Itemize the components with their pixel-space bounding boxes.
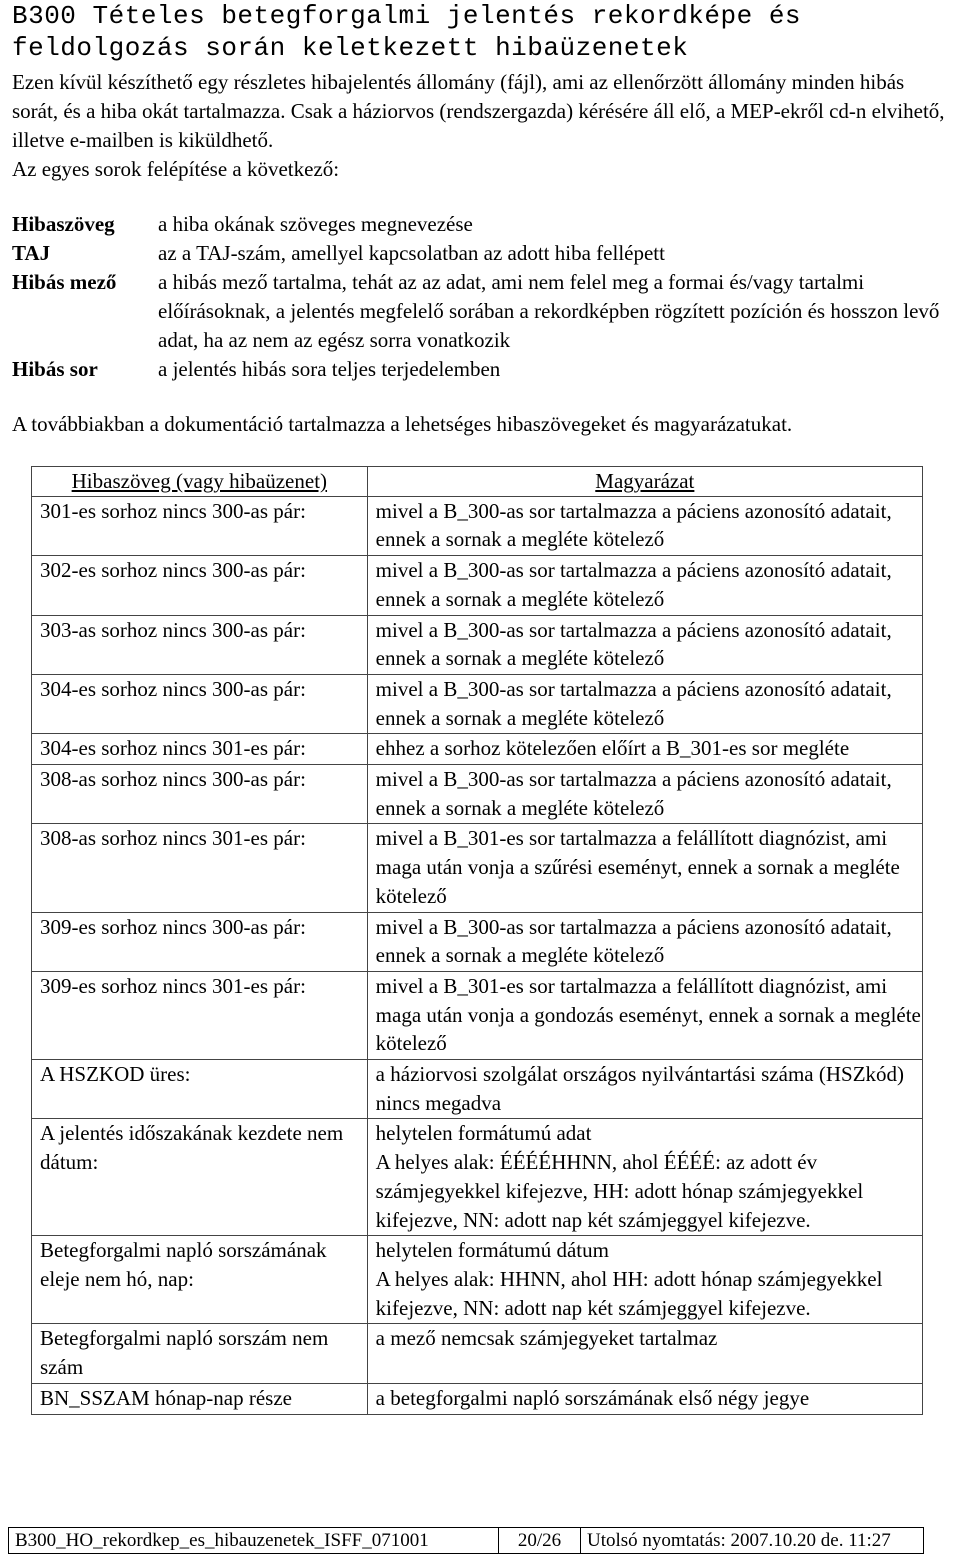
footer-page-number: 20/26 [499, 1528, 581, 1553]
explanation-cell: a háziorvosi szolgálat országos nyilvántartási száma (HSZkód) nincs megadva [367, 1060, 922, 1119]
table-row [32, 1060, 923, 1119]
structure-line: Az egyes sorok felépítése a következő: [12, 157, 340, 181]
definition-term: Hibás sor [12, 357, 98, 381]
error-text-cell: 309-es sorhoz nincs 301-es pár: [32, 971, 368, 1059]
explanation-cell: mivel a B_300-as sor tartalmazza a páciens azonosító adatait, ennek a sornak a megléte kötelező [367, 765, 922, 824]
explanation-cell: mivel a B_300-as sor tartalmazza a páciens azonosító adatait, ennek a sornak a megléte kötelező [367, 496, 922, 555]
table-row [32, 765, 923, 824]
table-row [32, 1119, 923, 1236]
footer-document-name: B300_HO_rekordkep_es_hibauzenetek_ISFF_071001 [9, 1528, 499, 1553]
explanation-cell: a mező nemcsak számjegyeket tartalmaz [367, 1324, 922, 1383]
table-row [32, 615, 923, 674]
error-text-cell: 301-es sorhoz nincs 300-as pár: [32, 496, 368, 555]
page-title: B300 Tételes betegforgalmi jelentés rekordképe és feldolgozás során keletkezett hibaüzenetek [12, 1, 802, 63]
definition-item [12, 268, 948, 355]
definition-desc: a hibás mező tartalma, tehát az az adat, ami nem felel meg a formai és/vagy tartalmi előírásoknak, a jelentés megfelelő sorában a rekordképben rögzített pozíción és hosszon levő adat, ha az nem az egész sorra vonatkozik [158, 270, 940, 352]
definition-term: Hibás mező [12, 270, 117, 294]
error-text-cell: BN_SSZAM hónap-nap része [32, 1383, 368, 1414]
error-text-cell: 304-es sorhoz nincs 301-es pár: [32, 734, 368, 765]
definition-item [12, 239, 948, 268]
explanation-cell: mivel a B_300-as sor tartalmazza a páciens azonosító adatait, ennek a sornak a megléte kötelező [367, 674, 922, 733]
definition-item [12, 210, 948, 239]
header-explanation: Magyarázat [367, 467, 922, 497]
error-text-cell: 309-es sorhoz nincs 300-as pár: [32, 912, 368, 971]
table-row [32, 971, 923, 1059]
error-text-cell: 308-as sorhoz nincs 300-as pár: [32, 765, 368, 824]
table-body [32, 496, 923, 1414]
explanation-cell: mivel a B_301-es sor tartalmazza a felállított diagnózist, ami maga után vonja a gondozás eseményt, ennek a sornak a megléte kötelező [367, 971, 922, 1059]
table-intro-text: A továbbiakban a dokumentáció tartalmazza a lehetséges hibaszövegeket és magyarázatukat. [12, 412, 793, 436]
error-text-cell: Betegforgalmi napló sorszám nem szám [32, 1324, 368, 1383]
error-text-cell: 303-as sorhoz nincs 300-as pár: [32, 615, 368, 674]
table-row [32, 556, 923, 615]
table-row [32, 912, 923, 971]
page-footer [8, 1527, 924, 1554]
error-text-cell: A HSZKOD üres: [32, 1060, 368, 1119]
definition-term: Hibaszöveg [12, 212, 115, 236]
error-message-table [31, 466, 923, 1415]
header-error-text: Hibaszöveg (vagy hibaüzenet) [32, 467, 368, 497]
footer-print-date: Utolsó nyomtatás: 2007.10.20 de. 11:27 [587, 1530, 891, 1551]
explanation-cell: helytelen formátumú adat A helyes alak: ÉÉÉÉHHNN, ahol ÉÉÉÉ: az adott év számjegyekkel kifejezve, HH: adott hónap számjegyekkel kifejezve, NN: adott nap két számjeggyel kifejezve. [367, 1119, 922, 1236]
table-row [32, 1383, 923, 1414]
definition-desc: a hiba okának szöveges megnevezése [158, 212, 473, 236]
intro-paragraph: Ezen kívül készíthető egy részletes hibajelentés állomány (fájl), ami az ellenőrzött állomány minden hibás sorát, és a hiba okát tartalmazza. Csak a háziorvos (rendszergazda) kérésére áll elő, a MEP-ekről cd-n elvihető, illetve e-mailben is kiküldhető. [12, 70, 945, 152]
table-row [32, 1324, 923, 1383]
explanation-cell: mivel a B_300-as sor tartalmazza a páciens azonosító adatait, ennek a sornak a megléte kötelező [367, 615, 922, 674]
explanation-cell: mivel a B_300-as sor tartalmazza a páciens azonosító adatait, ennek a sornak a megléte kötelező [367, 912, 922, 971]
error-text-cell: 308-as sorhoz nincs 301-es pár: [32, 824, 368, 912]
error-text-cell: 302-es sorhoz nincs 300-as pár: [32, 556, 368, 615]
definition-item [12, 355, 948, 384]
explanation-cell: mivel a B_300-as sor tartalmazza a páciens azonosító adatait, ennek a sornak a megléte kötelező [367, 556, 922, 615]
definition-term: TAJ [12, 241, 51, 265]
explanation-cell: helytelen formátumú dátum A helyes alak: HHNN, ahol HH: adott hónap számjegyekkel kifejezve, NN: adott nap két számjeggyel kifejezve. [367, 1236, 922, 1324]
error-text-cell: 304-es sorhoz nincs 300-as pár: [32, 674, 368, 733]
explanation-cell: a betegforgalmi napló sorszámának első négy jegye [367, 1383, 922, 1414]
error-text-cell: A jelentés időszakának kezdete nem dátum: [32, 1119, 368, 1236]
table-row [32, 734, 923, 765]
explanation-cell: ehhez a sorhoz kötelezően előírt a B_301-es sor megléte [367, 734, 922, 765]
table-row [32, 1236, 923, 1324]
table-row [32, 496, 923, 555]
table-row [32, 824, 923, 912]
error-text-cell: Betegforgalmi napló sorszámának eleje nem hó, nap: [32, 1236, 368, 1324]
definition-list [12, 210, 948, 384]
explanation-cell: mivel a B_301-es sor tartalmazza a felállított diagnózist, ami maga után vonja a szűrési eseményt, ennek a sornak a megléte kötelező [367, 824, 922, 912]
intro-section [12, 68, 948, 184]
table-row [32, 674, 923, 733]
definition-desc: a jelentés hibás sora teljes terjedelemben [158, 357, 501, 381]
definition-desc: az a TAJ-szám, amellyel kapcsolatban az adott hiba fellépett [158, 241, 665, 265]
table-header-row [32, 467, 923, 497]
